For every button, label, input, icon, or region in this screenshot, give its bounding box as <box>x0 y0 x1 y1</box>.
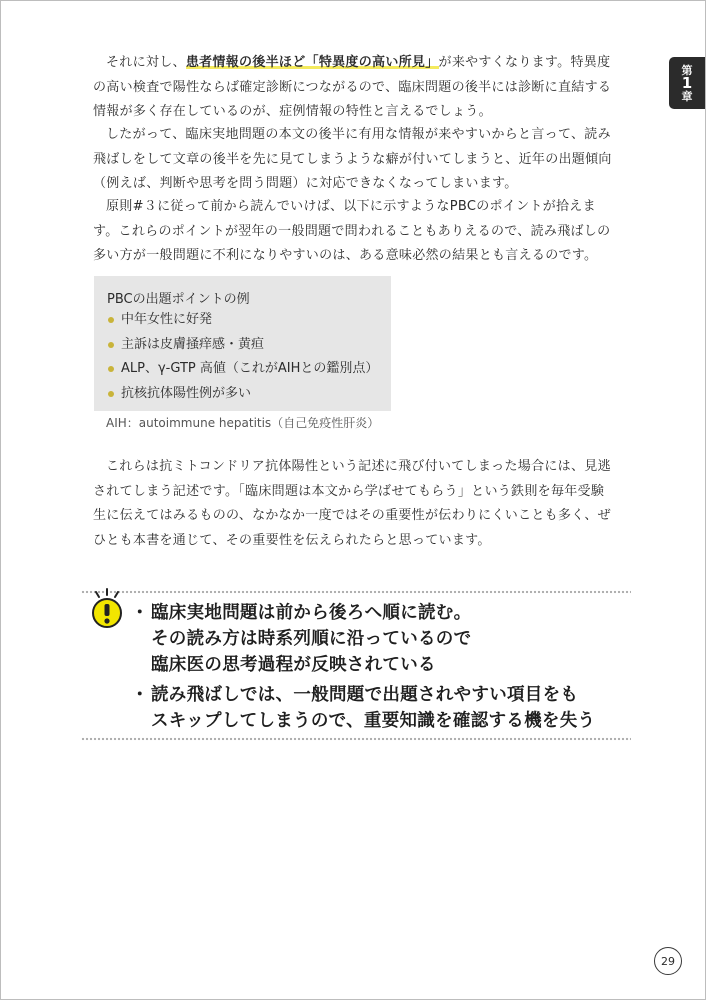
bullet-dot-icon <box>108 342 114 348</box>
paragraph-1-post: が来やすくなります。特異度の高い検査で陽性ならば確定診断につながるので、臨床問題の後半には診断に直結する情報が多く存在しているのが、症例情報の特性と言えるでしょう。 <box>93 55 612 119</box>
summary-point-1-line-2: その読み方は時系列順に沿っているので <box>151 629 472 649</box>
bullet-dot-icon <box>108 391 114 397</box>
paragraph-3: 原則#３に従って前から読んでいけば、以下に示すようなPBCのポイントが拾えます。これらのポイントが翌年の一般問題で問われることもありえるので、読み飛ばしの多い方が一般問題に不利になりやすいのは、ある意味必然の結果とも言えるのです。 <box>93 199 611 263</box>
list-item <box>108 357 378 382</box>
pbc-box-title: PBCの出題ポイントの例 <box>107 292 250 307</box>
chapter-tab-prefix: 第 <box>681 63 693 77</box>
summary-point-2-line-1 <box>131 682 595 708</box>
chapter-tab <box>669 57 705 109</box>
summary-bullet: ・ <box>131 685 149 705</box>
warning-icon <box>87 587 127 629</box>
summary-text: 読み飛ばしでは、一般問題で出題されやすい項目をも <box>151 685 579 705</box>
bullet-dot-icon <box>108 317 114 323</box>
summary-point-1 <box>131 600 471 678</box>
pbc-points-box <box>94 276 391 411</box>
list-item <box>108 333 378 358</box>
list-item <box>108 308 378 333</box>
paragraph-1-pre: それに対し、 <box>106 55 186 70</box>
page-number: 29 <box>654 947 682 975</box>
highlight-specific-findings: 患者情報の後半ほど「特異度の高い所見」 <box>185 55 439 70</box>
list-item-text: 中年女性に好発 <box>121 312 213 327</box>
summary-bullet: ・ <box>131 603 149 623</box>
aih-abbreviation-note: AIH：autoimmune hepatitis（自己免疫性肝炎） <box>106 416 380 430</box>
summary-point-2 <box>131 682 595 734</box>
summary-point-2-line-2: スキップしてしまうので、重要知識を確認する機を失う <box>151 711 596 731</box>
pbc-points-list <box>108 308 378 406</box>
summary-text: 臨床実地問題は前から後ろへ順に読む。 <box>151 603 472 623</box>
paragraph-1 <box>93 51 616 125</box>
list-item-text: 主訴は皮膚掻痒感・黄疸 <box>121 336 265 352</box>
summary-point-1-line-3: 臨床医の思考過程が反映されている <box>151 655 436 675</box>
list-item-text: ALP、γ-GTP 高値（これがAIHとの鑑別点） <box>121 361 379 376</box>
summary-bottom-divider <box>81 737 631 741</box>
chapter-tab-suffix: 章 <box>681 89 693 103</box>
paragraph-4: これらは抗ミトコンドリア抗体陽性という記述に飛び付いてしまった場合には、見逃されてしまう記述です。「臨床問題は本文から学ばせてもらう」という鉄則を毎年受験生に伝えてはみるものの、なかなか一度ではその重要性が伝わりにくいことも多く、ぜひとも本書を通じて、その重要性を伝えられたらと思っています。 <box>93 459 611 548</box>
summary-point-1-line-1 <box>131 600 471 626</box>
list-item-text: 抗核抗体陽性例が多い <box>121 385 252 401</box>
chapter-tab-number: 1 <box>681 73 693 92</box>
bullet-dot-icon <box>108 366 114 372</box>
list-item <box>108 382 378 407</box>
summary-top-divider <box>81 590 631 594</box>
paragraph-2: したがって、臨床実地問題の本文の後半に有用な情報が来やすいからと言って、読み飛ばしをして文章の後半を先に見てしまうような癖が付いてしまうと、近年の出題傾向（例えば、判断や思考を問う問題）に対応できなくなってしまいます。 <box>93 127 612 191</box>
